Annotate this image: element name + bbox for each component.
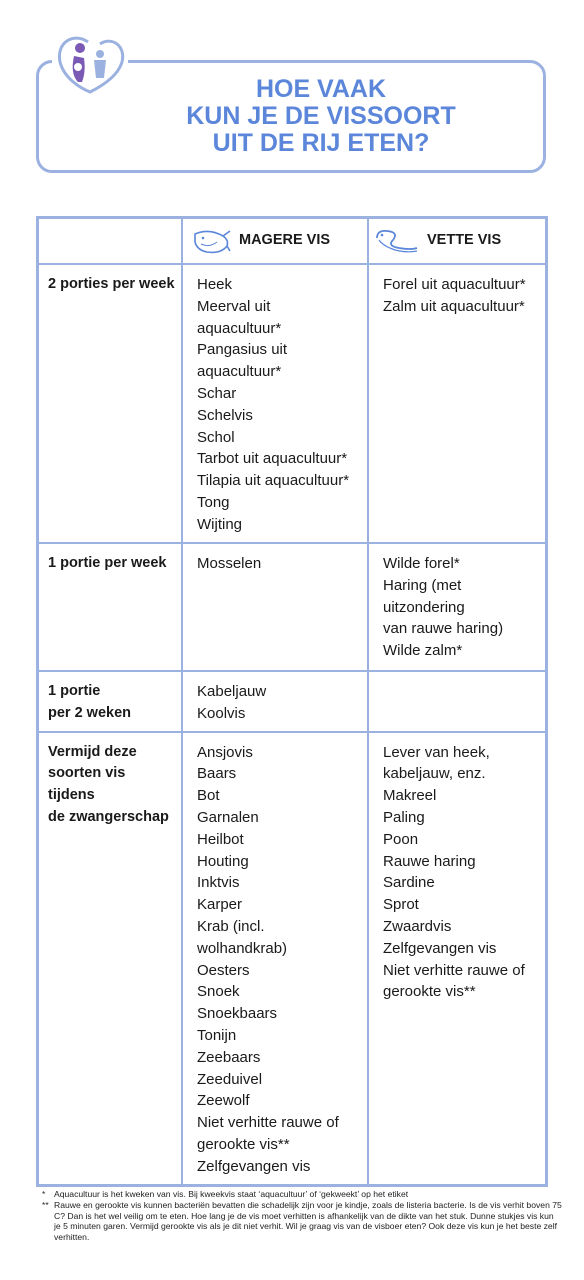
fat-list-cell: [368, 671, 547, 732]
list-item: aquacultuur*: [197, 319, 282, 337]
lean-list-cell: [182, 264, 368, 543]
list-item: Sardine: [383, 874, 435, 892]
fat-list-cell: [368, 543, 547, 671]
row-label-cell: [38, 264, 183, 543]
footnote: [42, 1189, 562, 1199]
list-item: uitzondering: [383, 598, 465, 616]
list-item: van rauwe haring): [383, 620, 504, 638]
row-label-cell: [38, 671, 183, 732]
list-item: Snoekbaars: [197, 1005, 278, 1023]
list-item: aquacultuur*: [197, 363, 282, 381]
header-fat-cell: [368, 218, 547, 265]
table-row: [38, 671, 547, 732]
row-label: 1 portie: [48, 683, 101, 699]
list-item: Paling: [383, 808, 425, 826]
footnote-mark: **: [42, 1200, 49, 1211]
list-item: Zalm uit aquacultuur*: [383, 297, 525, 315]
header-lean-label: MAGERE VIS: [239, 232, 331, 249]
fat-list-cell: [368, 732, 547, 1185]
list-item: Koolvis: [197, 704, 246, 722]
row-label-cell: [38, 543, 183, 671]
list-item: Krab (incl.: [197, 917, 265, 935]
list-item: Mosselen: [197, 555, 262, 572]
title-line-2: KUN JE DE VISSOORT: [186, 102, 456, 130]
list-item: gerookte vis**: [197, 1135, 290, 1153]
list-item: wolhandkrab): [197, 939, 288, 957]
header-fat-label: VETTE VIS: [427, 232, 502, 249]
list-item: gerookte vis**: [383, 983, 476, 1001]
list-item: Tilapia uit aquacultuur*: [197, 472, 350, 490]
row-label: per 2 weken: [48, 704, 132, 721]
row-label: de zwangerschap: [48, 808, 169, 825]
list-item: Sprot: [383, 896, 419, 914]
list-item: Niet verhitte rauwe of: [383, 961, 525, 979]
list-item: Niet verhitte rauwe of: [197, 1114, 339, 1132]
list-item: Kabeljauw: [197, 683, 267, 700]
list-item: kabeljauw, enz.: [383, 765, 486, 783]
list-item: Zelfgevangen vis: [197, 1157, 311, 1175]
fish-frequency-table: [36, 216, 548, 1187]
list-item: Baars: [197, 765, 237, 783]
list-item: Poon: [383, 830, 419, 848]
footnote: [42, 1200, 562, 1242]
table-row: [38, 264, 547, 543]
footnote-mark: *: [42, 1189, 46, 1199]
list-item: Haring (met: [383, 576, 462, 594]
list-item: Tong: [197, 493, 230, 511]
list-item: Oesters: [197, 961, 250, 979]
list-item: Schelvis: [197, 406, 253, 424]
row-label: 1 portie per week: [48, 555, 167, 571]
lean-list-cell: [182, 543, 368, 671]
title-line-3: UIT DE RIJ ETEN?: [212, 129, 430, 157]
list-item: Wilde forel*: [383, 555, 460, 572]
header-empty-cell: [38, 218, 183, 265]
title-line-1: HOE VAAK: [255, 75, 387, 103]
list-item: Heilbot: [197, 830, 244, 848]
list-item: Wijting: [197, 515, 243, 533]
list-item: Inktvis: [197, 874, 240, 892]
list-item: Wilde zalm*: [383, 642, 463, 660]
list-item: Tonijn: [197, 1026, 237, 1044]
list-item: Heek: [197, 276, 233, 293]
list-item: Zeewolf: [197, 1092, 250, 1110]
table-row: [38, 543, 547, 671]
table-row: [38, 732, 547, 1185]
list-item: Bot: [197, 787, 220, 805]
page-title: [36, 76, 546, 157]
lean-list-cell: [182, 671, 368, 732]
list-item: Schol: [197, 428, 235, 446]
list-item: Karper: [197, 896, 243, 914]
list-item: Zeeduivel: [197, 1070, 263, 1088]
row-label-cell: [38, 732, 183, 1185]
list-item: Ansjovis: [197, 743, 253, 761]
list-item: Makreel: [383, 787, 437, 805]
footnotes: [42, 1189, 562, 1243]
list-item: Schar: [197, 384, 237, 402]
list-item: Garnalen: [197, 808, 259, 826]
lean-list-cell: [182, 732, 368, 1185]
list-item: Lever van heek,: [383, 743, 490, 761]
list-item: Snoek: [197, 983, 240, 1001]
footnote-text: Rauwe en gerookte vis kunnen bacteriën bevatten die schadelijk zijn voor je kindje, zoals de listeria bacterie. Is de vis verhit boven 75 C? Dan is het wel veilig om te eten. Hoe lang je de vis moet verhitten is afhankelijk van de dikte van het stuk. Dunne stukjes vis kun je 5 minuten garen. Vermijd gerookte vis als je dit niet verhit. Wil je graag vis van de visboer eten? Ook deze vis kun je het beste zelf verhitten.: [54, 1200, 562, 1242]
eel-icon: [373, 226, 419, 256]
list-item: Meerval uit: [197, 297, 271, 315]
row-label: 2 porties per week: [48, 276, 175, 292]
table-header-row: [38, 218, 547, 265]
list-item: Zeebaars: [197, 1048, 261, 1066]
list-item: Rauwe haring: [383, 852, 476, 870]
row-label: Vermijd deze: [48, 743, 137, 760]
list-item: Zelfgevangen vis: [383, 939, 497, 957]
list-item: Tarbot uit aquacultuur*: [197, 450, 348, 468]
list-item: Zwaardvis: [383, 917, 452, 935]
fat-list-cell: [368, 264, 547, 543]
list-item: Houting: [197, 852, 249, 870]
flatfish-icon: [191, 226, 231, 256]
row-label: soorten vis tijdens: [48, 765, 126, 804]
footnote-text: Aquacultuur is het kweken van vis. Bij kweekvis staat ‘aquacultuur’ of ‘gekweekt’ op het etiket: [54, 1189, 409, 1199]
header-lean-cell: [182, 218, 368, 265]
list-item: Pangasius uit: [197, 341, 288, 359]
list-item: Forel uit aquacultuur*: [383, 276, 526, 293]
